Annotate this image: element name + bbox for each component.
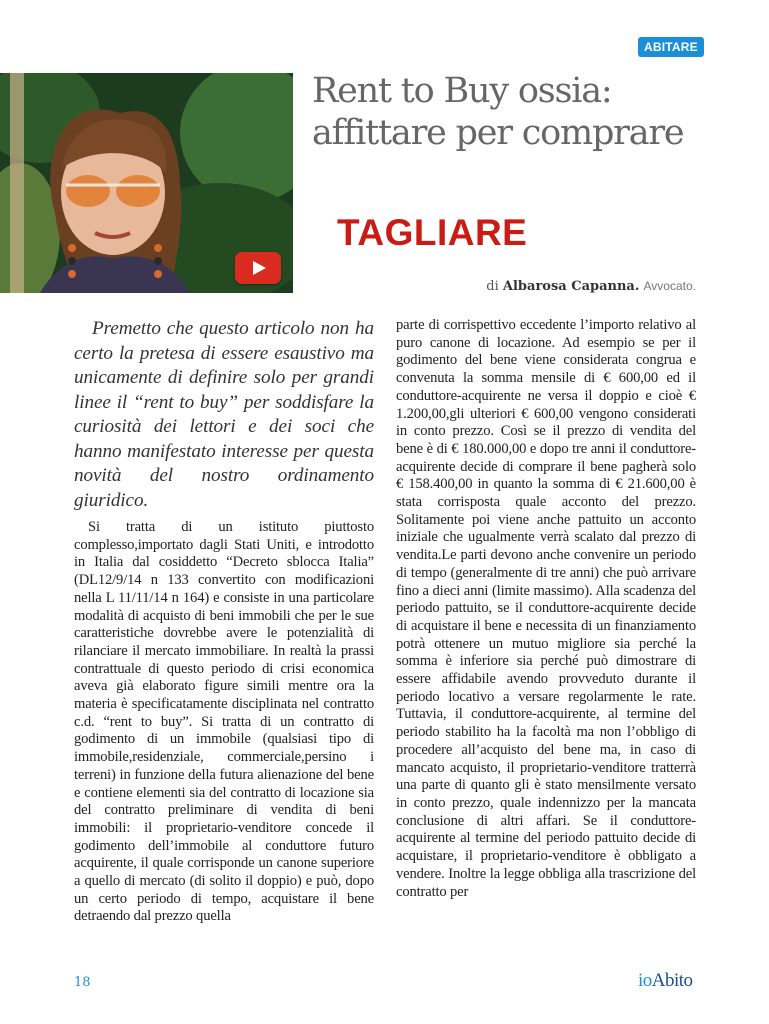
magazine-logo-io: io: [638, 970, 652, 991]
article-column-left: [74, 317, 374, 926]
magazine-logo: [638, 970, 693, 992]
byline-author: Albarosa Capanna.: [502, 279, 640, 294]
page-number: 18: [74, 975, 91, 990]
article-intro: Premetto che questo articolo non ha certo la pretesa di essere esaustivo ma unicamente di definire solo per grandi linee il “rent to buy” per soddisfare la curiosità dei lettori e dei soci che hanno manifestato interesse per questa novità del nostro ordinamento giuridico.: [74, 318, 374, 511]
article-title: Rent to Buy ossia: affittare per comprare: [312, 71, 684, 153]
magazine-logo-rest: Abito: [651, 970, 693, 991]
stamp-label: TAGLIARE: [337, 212, 528, 253]
byline-role: Avvocato.: [643, 279, 696, 293]
article-body-left: Si tratta di un istituto piuttosto complesso,importato dagli Stati Uniti, e introdotto in Italia dal cosiddetto “Decreto sblocca Italia” (DL12/9/14 n 133 convertito con modificazioni nella L 11/11/14 n 164) e consiste in una particolare modalità di acquisto di beni immobili che per le sue caratteristiche dovrebbe avere le potenzialità di rilanciare il mercato immobiliare. In realtà la prassi contrattuale di questo periodo di crisi economica aveva già elaborato figure simili mentre ora la materia è specificatamente disciplinata nel contratto c.d. “rent to buy”. Si tratta di un contratto di godimento di un immobile (qualsiasi tipo di immobile,residenziale, commerciale,persino i terreni) in funzione della futura alienazione del bene e contiene elementi sia del contratto di locazione sia del contratto preliminare di vendita di beni immobili: il proprietario-venditore concede il godimento dell’immobile al conduttore futuro acquirente, il quale corrisponde un canone superiore a quello di mercato (di solito il doppio) e può, dopo un certo periodo di tempo, acquistare il bene detraendo dal prezzo quella: [74, 519, 374, 925]
byline: [486, 279, 696, 294]
article-body-right: parte di corrispettivo eccedente l’importo relativo al puro canone di locazione. Ad esempio se per il godimento del bene viene considerata congrua e convenuta la somma mensile di € 600,00 ed il conduttore-acquirente ne versa il doppio e cioè € 1.200,00,gli ulteriori € 600,00 vengono considerati in conto prezzo. Così se il prezzo di vendita del bene è di € 180.000,00 e dopo tre anni il conduttore-acquirente decide di comprare il bene pagherà solo € 158.400,00 in quanto la somma di € 21.600,00 è stata corrisposta quale acconto del prezzo. Solitamente poi viene anche pattuito un acconto iniziale che ugualmente verrà scalato dal prezzo di vendita.Le parti devono anche convenire un periodo di tempo (generalmente di tre anni) che può arrivare fino a dieci anni (limite massimo). Alla scadenza del periodo pattuito, se il conduttore-acquirente decide di acquistare il bene e necessita di un finanziamento potrà ottenere un mutuo migliore sia perché la somma è inferiore sia perché può dimostrare di essere affidabile avendo provveduto durante il periodo locativo a versare regolarmente le rate. Tuttavia, il conduttore-acquirente, al termine del periodo stabilito ha la facoltà ma non l’obbligo di procedere all’acquisto del bene ma, in caso di mancato acquisto, il proprietario-venditore tratterrà una parte di quanto gli è stato mensilmente versato in conto prezzo, quale indennizzo per la mancata conclusione di altri affari. Se il conduttore-acquirente al termine del periodo pattuito decide di acquistare, il proprietario-venditore è obbligato a vendere. Inoltre la legge obbliga alla trascrizione del contratto per: [396, 317, 696, 900]
section-badge: ABITARE: [638, 37, 704, 57]
byline-prefix: di: [486, 279, 499, 294]
article-column-right: [396, 317, 696, 901]
play-icon[interactable]: [235, 252, 281, 284]
